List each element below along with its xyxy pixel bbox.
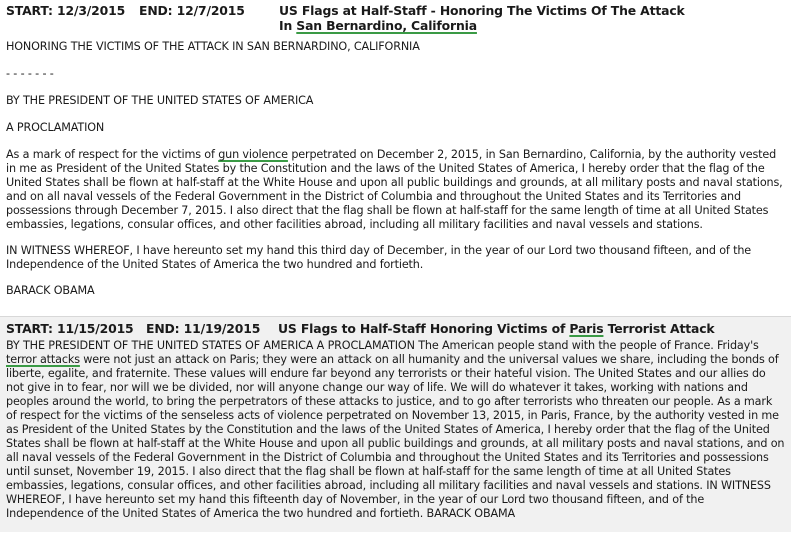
- body-text-end: were not just an attack on Paris; they were an attack on all humanity and the universal values we share, including the bonds of liberte, egalite, and fraternite. These values will endure far beyond any terrorists or their hateful vision. The United States and our allies do not give in to fear, nor will we be divided, nor will anyone change our way of life. We will do whatever it takes, working with nations and peoples around the world, to bring the perpetrators of these attacks to justice, and to go after terrorists who threaten our people. As a mark of respect for the victims of the senseless acts of violence perpetrated on November 13, 2015, in Paris, France, by the authority vested in me as President of the United States by the Constitution and the laws of the United States of America, I hereby order that the flag of the United States shall be flown at half-staff at the White House and upon all public buildings and grounds, at all military posts and naval stations, and on all naval vessels of the Federal Government in the District of Columbia and throughout the United States and its Territories and possessions until sunset, November 19, 2015. I also direct that the flag shall be flown at half-staff for the same length of time at all United States embassies, legations, consular offices, and other facilities abroad, including all military facilities and naval vessels and stations. IN WITNESS WHEREOF, I have hereunto set my hand this fifteenth day of November, in the year of our Lord two thousand fifteen, and of the Independence of the United States of America the two hundred and fortieth. BARACK OBAMA: [6, 353, 785, 520]
- proclamation-heading: HONORING THE VICTIMS OF THE ATTACK IN SAN BERNARDINO, CALIFORNIA: [6, 40, 420, 53]
- entry-header: [6, 3, 785, 33]
- start-label: START:: [6, 3, 53, 18]
- end-date: [146, 321, 261, 336]
- end-label: END:: [146, 321, 180, 336]
- body-highlight: gun violence: [218, 148, 288, 161]
- end-date-value: 11/19/2015: [183, 321, 261, 336]
- title-text-end: Terrorist Attack: [603, 321, 715, 336]
- body-highlight: terror attacks: [6, 353, 80, 366]
- end-date-value: 12/7/2015: [176, 3, 245, 18]
- entry-header: [6, 321, 785, 336]
- title-text: US Flags to Half-Staff Honoring Victims of: [278, 321, 570, 336]
- body-text: BY THE PRESIDENT OF THE UNITED STATES OF AMERICA A PROCLAMATION The American people stand with the people of France. Friday's: [6, 339, 759, 352]
- separator-dashes: - - - - - - -: [6, 67, 54, 80]
- start-date-value: 11/15/2015: [57, 321, 134, 336]
- by-president-line: BY THE PRESIDENT OF THE UNITED STATES OF AMERICA: [6, 94, 314, 107]
- proclamation-body: [6, 148, 785, 232]
- title-highlight: Paris: [569, 321, 604, 336]
- body-text: As a mark of respect for the victims of: [6, 148, 219, 161]
- end-date: [139, 3, 267, 18]
- entry-title: [278, 321, 715, 336]
- start-date-value: 12/3/2015: [57, 3, 126, 18]
- proclamation-entry-2: [0, 316, 791, 532]
- proclamation-label: A PROCLAMATION: [6, 121, 105, 134]
- proclamation-body: [6, 339, 785, 521]
- title-highlight: San Bernardino, California: [296, 18, 477, 33]
- signature: BARACK OBAMA: [6, 284, 95, 297]
- end-label: END:: [139, 3, 173, 18]
- start-label: START:: [6, 321, 53, 336]
- start-date: [6, 321, 134, 336]
- start-date: [6, 3, 126, 18]
- witness-paragraph: IN WITNESS WHEREOF, I have hereunto set my hand this third day of December, in the year of our Lord two thousand fifteen, and of the Independence of the United States of America the two hundred and fortieth.: [6, 244, 752, 271]
- title-text: US Flags at Half-Staff - Honoring The Victims Of The Attack In: [279, 3, 685, 33]
- entry-title: [279, 3, 689, 33]
- body-text-end: perpetrated on December 2, 2015, in San Bernardino, California, by the authority vested in me as President of the United States by the Constitution and the laws of the United States of America, I hereby order that the flag of the United States shall be flown at half-staff at the White House and upon all public buildings and grounds, at all military posts and naval stations, and on all naval vessels of the Federal Government in the District of Columbia and throughout the United States and its Territories and possessions through December 7, 2015. I also direct that the flag shall be flown at half-staff for the same length of time at all United States embassies, legations, consular offices, and other facilities abroad, including all military facilities and naval vessels and stations.: [6, 148, 783, 231]
